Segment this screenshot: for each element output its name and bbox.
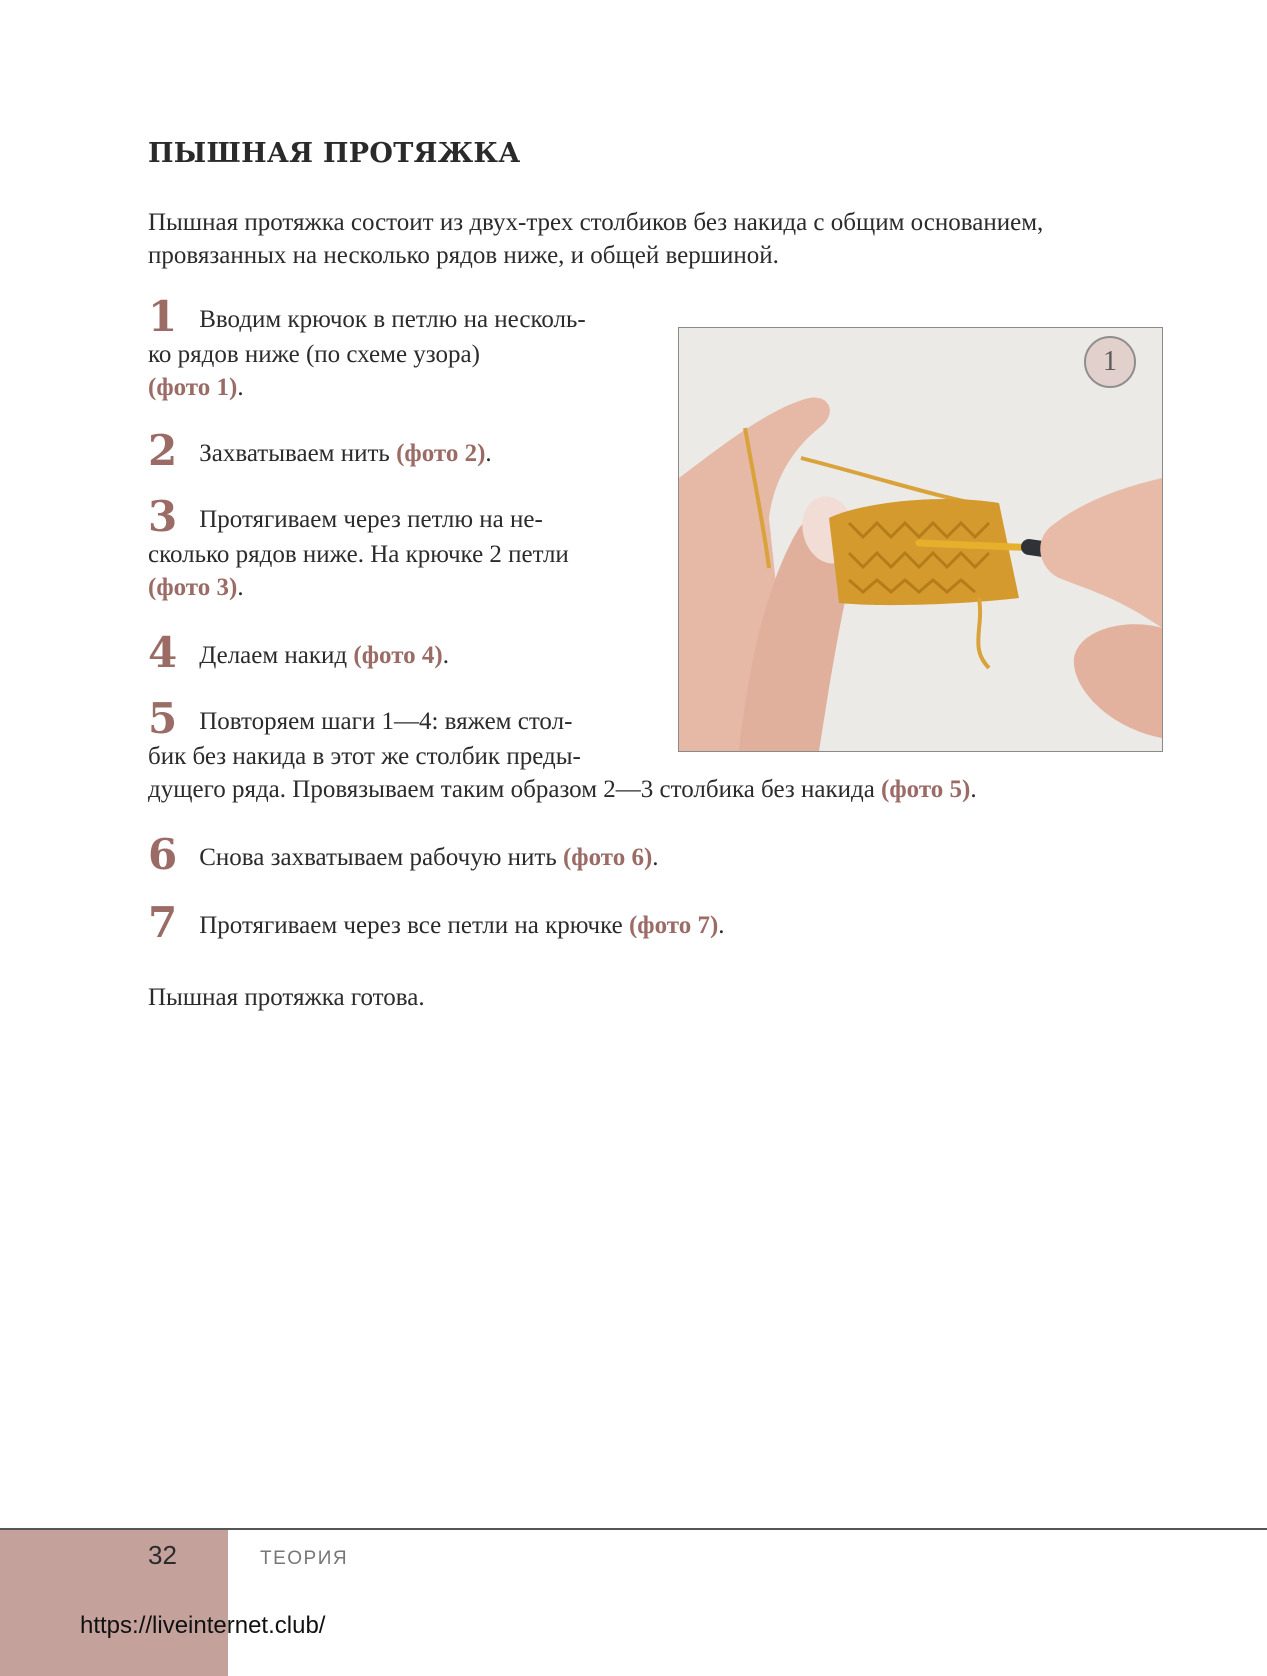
step-5: 5 Повторяем шаги 1—4: вяжем стол- бик без накида в этот же столбик преды- дущего ряда. Провязываем таким образом 2—3 столбика без накида (фото 5). (148, 694, 977, 803)
photo-reference: (фото 6) (562, 844, 653, 871)
step-2: 2 Захватываем нить (фото 2). (148, 426, 492, 475)
step-1: 1 Вводим крючок в петлю на несколь- ко рядов ниже (по схеме узора) (фото 1). (148, 292, 586, 401)
photo-reference: (фото 1) (148, 374, 238, 401)
step-number: 6 (148, 830, 178, 879)
watermark-url: https://liveinternet.club/ (80, 1612, 326, 1639)
step-7: 7 Протягиваем через все петли на крючке (фото 7). (148, 898, 725, 947)
step-number: 4 (148, 628, 178, 677)
step-number: 2 (148, 426, 178, 475)
section-name: ТЕОРИЯ (260, 1548, 349, 1569)
page-title: ПЫШНАЯ ПРОТЯЖКА (148, 138, 521, 169)
photo-reference: (фото 2) (396, 440, 486, 467)
photo-reference: (фото 7) (628, 912, 719, 939)
step-3: 3 Протягиваем через петлю на не- сколько рядов ниже. На крючке 2 петли (фото 3). (148, 492, 569, 601)
step-6: 6 Снова захватываем рабочую нить (фото 6). (148, 830, 659, 879)
intro-paragraph: Пышная протяжка состоит из двух-трех столбиков без накида с общим основанием, провязанных на несколько рядов ниже, и общей вершиной. (148, 209, 1044, 269)
step-4: 4 Делаем накид (фото 4). (148, 628, 449, 677)
step-number: 7 (148, 898, 178, 947)
photo-reference: (фото 5) (881, 776, 971, 803)
page-number: 32 (148, 1540, 177, 1570)
step-photo (678, 327, 1163, 752)
conclusion-text: Пышная протяжка готова. (148, 984, 425, 1011)
photo-reference: (фото 3) (148, 574, 238, 601)
step-number: 3 (148, 492, 178, 541)
photo-reference: (фото 4) (353, 642, 443, 669)
step-number: 1 (148, 292, 178, 341)
photo-number-badge: 1 (1084, 336, 1136, 388)
crochet-photo-illustration (679, 328, 1162, 751)
footer-color-block (0, 1530, 228, 1676)
step-number: 5 (148, 694, 178, 743)
